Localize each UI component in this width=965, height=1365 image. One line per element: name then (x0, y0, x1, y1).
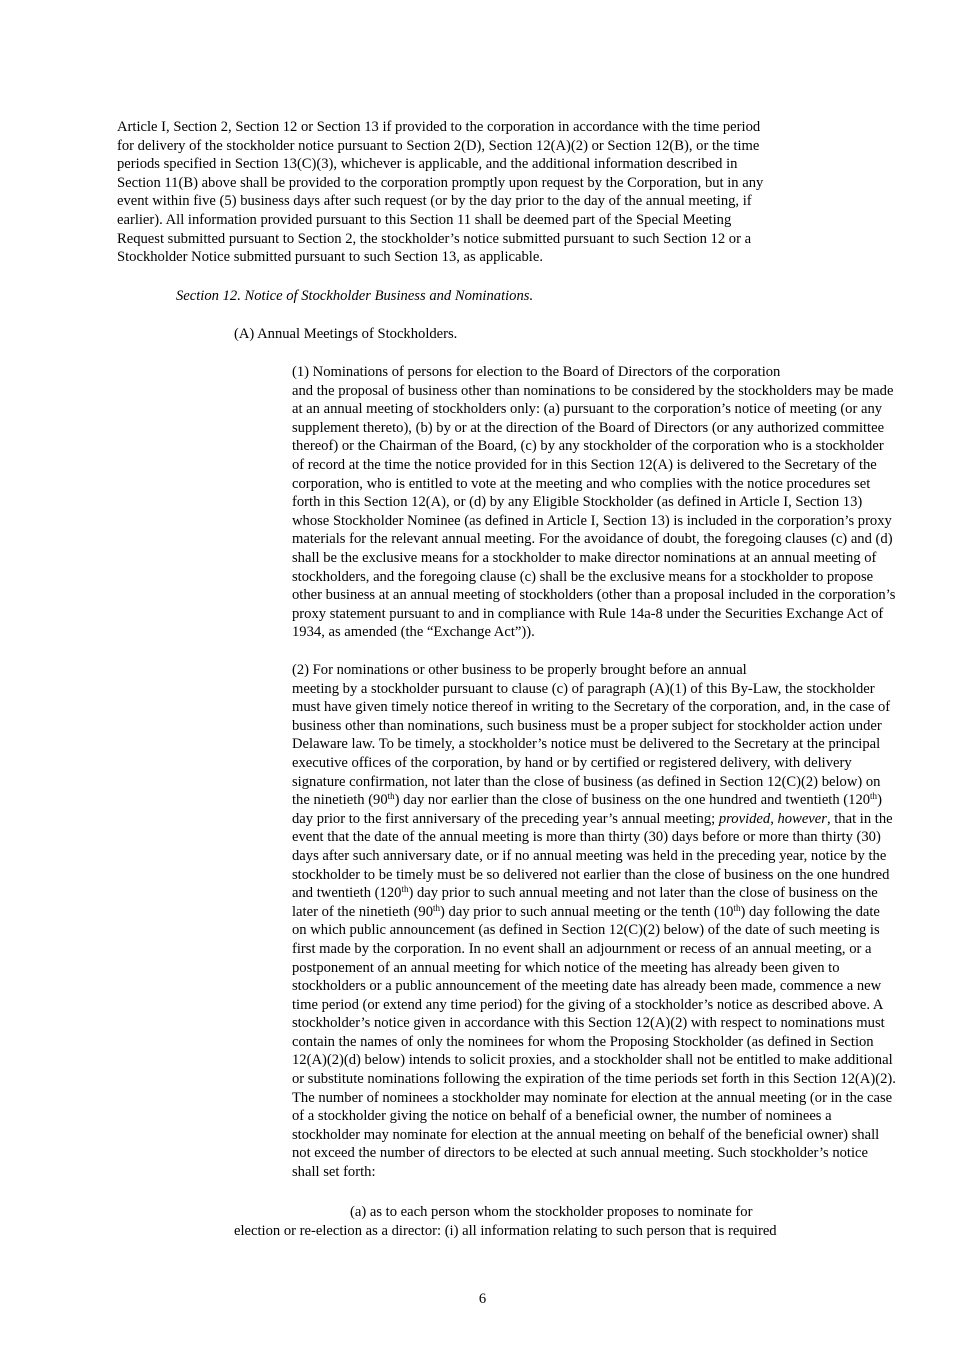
text-line (176, 810, 893, 829)
text-segment: ) day nor earlier than the close of business on the one hundred and twentieth (120 (394, 792, 871, 809)
text-segment: and twentieth (120 (292, 885, 402, 902)
text-line: shall set forth: (292, 1164, 376, 1181)
text-line: (2) For nominations or other business to be properly brought before an annual (292, 662, 747, 678)
text-segment: , that in the (826, 810, 893, 827)
text-line: shall be the exclusive means for a stockholder to make director nominations at an annual meeting of (292, 549, 877, 566)
page-number: 6 (478, 1291, 487, 1307)
text-line: election or re-election as a director: (i) all information relating to such person that is required (234, 1222, 777, 1239)
text-line: time period (or extend any time period) for the giving of a stockholder’s notice as described above. A (292, 996, 884, 1013)
text-line: days after such anniversary date, or if no annual meeting was held in the preceding year, notice by the (292, 847, 887, 864)
text-line: or substitute nominations following the expiration of the time periods set forth in this Section 12(A)(2). (292, 1071, 896, 1088)
text-segment: day prior to the first anniversary of the preceding year’s annual meeting; (292, 810, 719, 827)
text-line: of a stockholder giving the notice on behalf of a beneficial owner, the number of nominees a (292, 1108, 832, 1125)
italic-text: provided, however (718, 810, 827, 827)
text-line: thereof) or the Chairman of the Board, (c) by any stockholder of the corporation who is a stockholder (292, 438, 884, 455)
nominations-paragraph (176, 363, 896, 642)
text-line: stockholders, and the foregoing clause (c) shall be the exclusive means for a stockholder to propose (292, 568, 874, 585)
text-line: stockholders or a public announcement of the meeting date has already been made, commence a new (292, 978, 882, 995)
superscript: th (387, 791, 395, 802)
text-line: meeting by a stockholder pursuant to clause (c) of paragraph (A)(1) of this By-Law, the stockholder (292, 680, 875, 697)
text-line: supplement thereto), (b) by or at the direction of the Board of Directors (or any authorized committee (292, 419, 885, 436)
text-line: Request submitted pursuant to Section 2, the stockholder’s notice submitted pursuant to such Section 12 or a (117, 230, 752, 247)
text-line: executive offices of the corporation, by hand or by certified or registered delivery, with delivery (292, 754, 852, 771)
timely-notice-paragraph (176, 661, 896, 1182)
text-line: for delivery of the stockholder notice pursuant to Section 2(D), Section 12(A)(2) or Section 12(B), or the time (117, 137, 760, 154)
text-line: Section 11(B) above shall be provided to the corporation promptly upon request by the Corporation, but in any (117, 174, 764, 191)
text-segment: later of the ninetieth (90 (292, 903, 434, 920)
superscript: th (870, 791, 878, 802)
text-line: stockholder’s notice given in accordance with this Section 12(A)(2) with respect to nominations must (292, 1015, 885, 1032)
text-line: other business at an annual meeting of stockholders (other than a proposal included in the corporation’s (292, 587, 896, 604)
text-line (176, 791, 882, 810)
text-line (176, 902, 880, 922)
text-line: Article I, Section 2, Section 12 or Section 13 if provided to the corporation in accordance with the time period (117, 119, 761, 135)
text-line: stockholder to be timely must be so delivered not earlier than the close of business on the one hundred (292, 866, 890, 883)
text-line: forth in this Section 12(A), or (d) by any Eligible Stockholder (as defined in Article I, Section 13) (292, 494, 863, 511)
section-heading: Section 12. Notice of Stockholder Business and Nominations. (176, 288, 534, 304)
text-line: signature confirmation, not later than the close of business (as defined in Section 12(C)(2) below) on (292, 773, 881, 790)
text-line: corporation, who is entitled to vote at the meeting and who complies with the notice procedures set (292, 475, 871, 492)
text-line: event within five (5) business days after such request (or by the day prior to the day of the annual meeting, if (117, 193, 752, 210)
text-line: earlier). All information provided pursuant to this Section 11 shall be deemed part of the Special Meeting (117, 211, 732, 228)
text-line: of record at the time the notice provided for in this Section 12(A) is delivered to the Secretary of the (292, 456, 877, 473)
text-line: business other than nominations, such business must be a proper subject for stockholder action under (292, 717, 882, 734)
text-line: Delaware law. To be timely, a stockholder’s notice must be delivered to the Secretary at the principal (292, 736, 881, 753)
continuation-paragraph (117, 118, 852, 267)
text-line: proxy statement pursuant to and in compliance with Rule 14a-8 under the Securities Exchange Act of (292, 605, 884, 622)
text-line: The number of nominees a stockholder may nominate for election at the annual meeting (or in the case (292, 1089, 893, 1106)
superscript: th (433, 902, 441, 913)
superscript: th (401, 884, 409, 895)
text-segment: ) day following the date (740, 903, 880, 920)
subsection-heading: (A) Annual Meetings of Stockholders. (234, 326, 458, 342)
text-segment: ) day prior to such annual meeting or the tenth (10 (440, 903, 734, 920)
text-line: on which public announcement (as defined in Section 12(C)(2) below) of the date of such meeting is (292, 922, 880, 939)
text-line: contain the names of only the nominees for whom the Proposing Stockholder (as defined in Section (292, 1033, 874, 1050)
text-line: not exceed the number of directors to be elected at such annual meeting. Such stockholder’s notice (292, 1145, 868, 1162)
text-line: (a) as to each person whom the stockholder proposes to nominate for (350, 1204, 753, 1220)
text-line: and the proposal of business other than nominations to be considered by the stockholders may be made (292, 382, 894, 399)
text-segment: ) (877, 792, 882, 809)
text-line: first made by the corporation. In no event shall an adjournment or recess of an annual meeting, or a (292, 940, 872, 957)
text-segment: the ninetieth (90 (292, 792, 388, 809)
superscript: th (733, 902, 741, 913)
text-line: postponement of an annual meeting for which notice of the meeting has already been given to (292, 959, 840, 976)
text-line: must have given timely notice thereof in writing to the Secretary of the corporation, and, in the case of (292, 699, 891, 716)
text-line: stockholder may nominate for election at the annual meeting on behalf of the beneficial owner) shall (292, 1126, 880, 1143)
text-line: event that the date of the annual meeting is more than thirty (30) days before or more than thirty (30) (292, 829, 881, 846)
text-line (176, 884, 878, 903)
text-line: (1) Nominations of persons for election to the Board of Directors of the corporation (292, 364, 781, 380)
text-line: at an annual meeting of stockholders only: (a) pursuant to the corporation’s notice of meeting (or any (292, 401, 883, 418)
text-line: 1934, as amended (the “Exchange Act”)). (292, 624, 535, 641)
text-line: Stockholder Notice submitted pursuant to such Section 13, as applicable. (117, 249, 543, 266)
nominee-information-paragraph (234, 1203, 848, 1240)
text-segment: ) day prior to such annual meeting and not later than the close of business on the (408, 885, 878, 902)
text-line: periods specified in Section 13(C)(3), whichever is applicable, and the additional information described in (117, 156, 738, 173)
text-line: materials for the relevant annual meeting. For the avoidance of doubt, the foregoing clauses (c) and (d) (292, 531, 893, 548)
text-line: 12(A)(2)(d) below) intends to solicit proxies, and a stockholder shall not be entitled to make additional (292, 1052, 893, 1069)
text-line: whose Stockholder Nominee (as defined in Article I, Section 13) is included in the corporation’s proxy (292, 512, 892, 529)
